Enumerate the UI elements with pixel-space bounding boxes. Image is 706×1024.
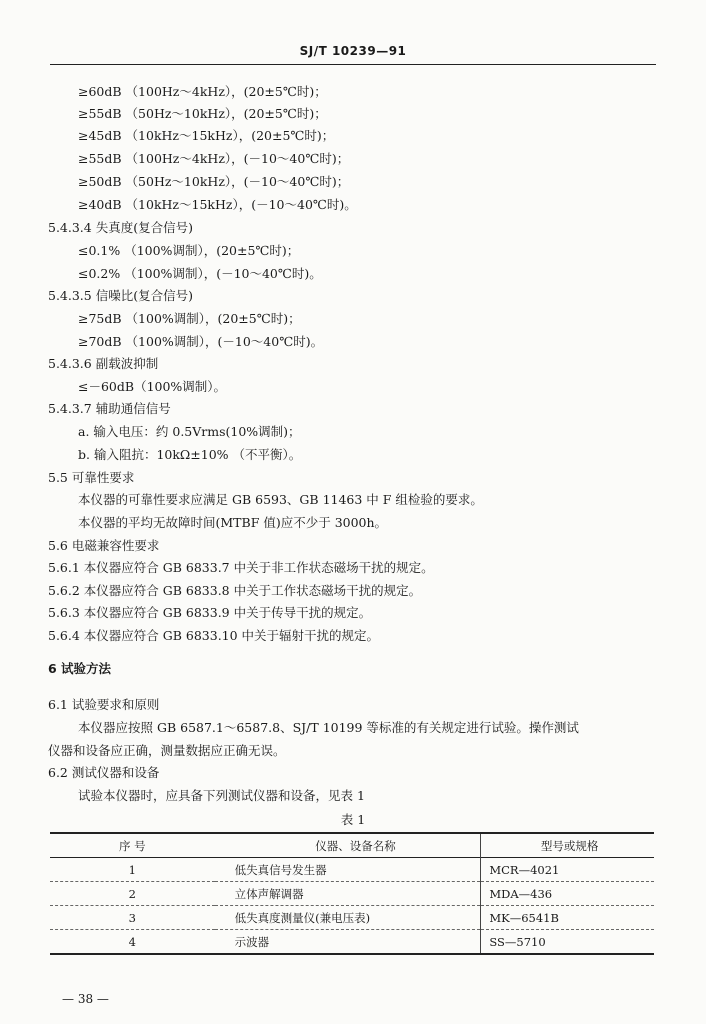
clause-line: 5.6.3 本仪器应符合 GB 6833.9 中关于传导干扰的规定。: [48, 605, 372, 620]
paragraph-line: 试验本仪器时，应具备下列测试仪器和设备，见表 1: [78, 788, 365, 803]
spec-line: ≥40dB （10kHz～15kHz），(－10～40℃时)。: [78, 197, 357, 212]
cell-model: MDA—436: [481, 882, 654, 906]
paragraph-line: 本仪器的可靠性要求应满足 GB 6593、GB 11463 中 F 组检验的要求。: [78, 492, 483, 507]
spec-line: ≥70dB （100%调制），(－10～40℃时)。: [78, 334, 324, 349]
cell-model: SS—5710: [481, 930, 654, 955]
paragraph-line: 本仪器应按照 GB 6587.1～6587.8、SJ/T 10199 等标准的有关规定进行试验。操作测试: [78, 720, 579, 735]
table-caption: 表 1: [340, 812, 366, 827]
chapter-heading: 6 试验方法: [48, 661, 112, 676]
paragraph-line: 本仪器的平均无故障时间(MTBF 值)应不少于 3000h。: [78, 515, 388, 530]
section-heading: 5.6 电磁兼容性要求: [48, 538, 160, 553]
cell-number: 2: [128, 886, 136, 901]
table-row: [50, 882, 654, 906]
clause-heading: 5.4.3.6 副载波抑制: [48, 356, 159, 371]
section-heading: 5.5 可靠性要求: [48, 470, 135, 485]
spec-line: ≥75dB （100%调制），(20±5℃时)；: [78, 311, 301, 326]
table-row: [50, 858, 654, 882]
spec-line: ≤0.1% （100%调制），(20±5℃时)；: [78, 243, 300, 258]
page-number: — 38 —: [62, 992, 109, 1006]
clause-line: 5.6.4 本仪器应符合 GB 6833.10 中关于辐射干扰的规定。: [48, 628, 380, 643]
spec-line: ≥60dB （100Hz～4kHz），(20±5℃时)；: [78, 84, 327, 99]
header-rule: [50, 64, 656, 65]
clause-heading: 5.4.3.5 信噪比(复合信号): [48, 288, 193, 303]
section-heading: 6.1 试验要求和原则: [48, 697, 160, 712]
clause-line: 5.6.1 本仪器应符合 GB 6833.7 中关于非工作状态磁场干扰的规定。: [48, 560, 434, 575]
cell-model: MCR—4021: [481, 858, 654, 882]
spec-line: ≤0.2% （100%调制），(－10～40℃时)。: [78, 266, 322, 281]
cell-model: MK—6541B: [481, 906, 654, 930]
clause-heading: 5.4.3.4 失真度(复合信号): [48, 220, 193, 235]
cell-name: 立体声解调器: [234, 886, 304, 901]
clause-heading: 5.4.3.7 辅助通信信号: [48, 401, 171, 416]
cell-number: 1: [128, 862, 136, 877]
page-header: SJ/T 10239—91: [299, 44, 407, 58]
cell-name: 低失真度测量仪(兼电压表): [234, 910, 371, 925]
col-header-number: 序 号: [118, 838, 146, 853]
spec-line: ≥55dB （50Hz～10kHz），(20±5℃时)；: [78, 106, 327, 121]
list-item: a. 输入电压：约 0.5Vrms(10%调制)；: [78, 424, 301, 439]
clause-line: 5.6.2 本仪器应符合 GB 6833.8 中关于工作状态磁场干扰的规定。: [48, 583, 422, 598]
list-item: b. 输入阻抗：10kΩ±10% （不平衡）。: [78, 447, 302, 462]
spec-line: ≤－60dB（100%调制）。: [78, 379, 227, 394]
equipment-table: [50, 832, 654, 955]
cell-number: 3: [128, 910, 136, 925]
paragraph-line: 仪器和设备应正确，测量数据应正确无误。: [48, 743, 286, 758]
spec-line: ≥55dB （100Hz～4kHz），(－10～40℃时)；: [78, 151, 350, 166]
col-header-model: 型号或规格: [481, 833, 654, 858]
cell-number: 4: [128, 934, 136, 949]
section-heading: 6.2 测试仪器和设备: [48, 765, 160, 780]
spec-line: ≥45dB （10kHz～15kHz），(20±5℃时)；: [78, 128, 335, 143]
col-header-name: 仪器、设备名称: [315, 838, 396, 853]
cell-name: 低失真信号发生器: [234, 862, 327, 877]
spec-line: ≥50dB （50Hz～10kHz），(－10～40℃时)；: [78, 174, 350, 189]
table-row: [50, 906, 654, 930]
table-header-row: [50, 833, 654, 858]
cell-name: 示波器: [234, 934, 270, 949]
table-row: [50, 930, 654, 955]
